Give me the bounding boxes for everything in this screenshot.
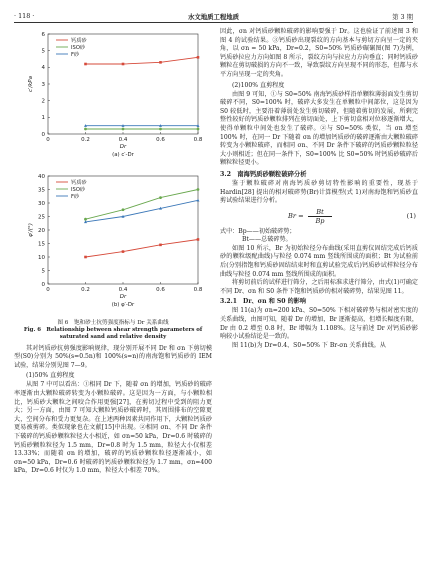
- y-tick-label: 0: [41, 281, 45, 288]
- paragraph: 从图 7 中可以看出：①相同 Dr 下，随着 σn 的增加，钙质砂的破碎率逐渐由大颗粒破碎转变为小颗粒破碎。这是因为一方面，与小颗粒相比，钙质砂大颗粒之间咬合作用更强[27]，在剪切过程中受到的阻力更大；另一方面，由图 7 可知大颗粒钙质砂破碎时，其周围排布的空隙更大，空间分布和受力更复杂。在上述两种因素共同作用下，大颗粒钙质砂更易被剪碎。类似现象也在文献[15]中出现。②相同 σn、不同 Dr 条件下破碎的钙质砂颗粒粒径大小相近，如 σn=50 kPa，Dr=0.6 时破碎的钙质砂颗粒粒径为 1.5 mm，Dr=0.8 时为 1.5 mm，粒径大小仅相差 13.33%；而随着 σn 的增加，破碎的钙质砂颗粒粒径逐渐减小，如 σn=50 kPa，Dr=0.6 时破碎的钙质砂颗粒粒径为 1.7 mm，σn=400 kPa，Dr=0.6 时仅为 1.0 mm，粒径大小相差 70%。: [14, 381, 212, 475]
- y-tick-label: 40: [38, 173, 45, 180]
- y-tick-label: 15: [38, 241, 45, 248]
- panel-caption: (a) c′-Dr: [112, 152, 134, 158]
- y-tick-label: 5: [41, 268, 45, 275]
- x-tick-label: 0.2: [81, 287, 90, 293]
- data-point: [84, 63, 87, 66]
- legend-label: F砂: [71, 51, 80, 58]
- paragraph: 如图 10 所示，Br 为初始粒径分布曲线(采用直剪仪固结完成后钙质砂的颗粒级配曲线)与粒径 0.074 mm 竖线所围成的面积；Bt 为试验前后(分别指饱和钙质砂固结结束时和直剪试验完成后)钙质砂试样粒径分布曲线与粒径 0.074 mm 竖线所围成的面积。: [220, 244, 418, 278]
- y-tick-label: 25: [38, 214, 45, 221]
- paragraph: 图 11(a)为 σn=200 kPa、S0=50% 下相对破碎势与相对密实度的关系曲线，由图可知，随着 Dr 的增加，Br 逐渐提高，但增长幅度有限，Dr 由 0.2 增至 0.8 时，Br 增幅为 1.108%。这与前述 Dr 对钙质砂影响较小试验结论是一致的。: [220, 307, 418, 341]
- data-point: [159, 61, 162, 64]
- equation-number: (1): [406, 211, 416, 220]
- equation-lhs: Br =: [288, 211, 304, 220]
- paragraph: 式中：Bp——初始破碎势；: [220, 227, 296, 235]
- y-tick-label: 6: [41, 31, 45, 38]
- equation-numerator: Bt: [308, 208, 332, 217]
- paragraph: 因此，σn 对钙质砂颗粒破碎的影响要强于 Dr。这也验证了前述图 3 和图 4 的试验结果。③钙质砂出现裂纹的方向基本与剪切方向呈一定的夹角，以 σn = 50 kPa，Dr=0.2，S0=50% 钙质砂碾碾图(图 7)为例，钙质砂拉应力方向如图 8 所示，裂纹方向与拉应力方向垂直；同时钙质砂颗粒在剪切破损的方向不一致，导致裂纹方向呈现不同的形态，但都与水平方向呈现一定的夹角。: [220, 28, 418, 78]
- x-tick-label: 0: [46, 137, 50, 143]
- section-heading: 3.2 南海钙质砂颗粒破碎分析: [220, 170, 307, 178]
- data-point: [159, 128, 162, 131]
- paragraph: 将剪切前后的试样进行筛分，之后用标准求进行筛分，由式(1)可确定不同 Dr、σn 和 S0 条件下饱和钙质砂的相对破碎势，结果见图 11。: [220, 279, 418, 295]
- paragraph: 鉴于颗粒破碎对南海钙质砂剪切特性影响的重要性，现基于 Hardin[28] 提出的相对破碎势(Br)计算模型(式 1)对南海饱和钙质砂直剪试验结果进行分析。: [220, 179, 418, 205]
- equation-denominator: Bp: [315, 216, 325, 225]
- data-point: [122, 250, 125, 253]
- legend-label: ISO砂: [71, 44, 86, 51]
- y-tick-label: 35: [38, 187, 45, 194]
- data-point: [122, 63, 125, 66]
- chart-c-vs-dr: [14, 28, 212, 168]
- page-number: · 118 ·: [14, 12, 35, 20]
- running-header: [14, 10, 413, 23]
- y-axis-label: φ′/(°): [28, 223, 34, 237]
- equation-fraction: [308, 208, 332, 225]
- x-tick-label: 0.6: [156, 137, 165, 143]
- data-point: [197, 238, 200, 241]
- x-tick-label: 0: [46, 287, 50, 293]
- data-point: [197, 188, 200, 191]
- y-tick-label: 1: [41, 115, 45, 122]
- panel-caption: (b) φ′-Dr: [111, 302, 135, 308]
- paragraph: 由图 9 可知，①与 S0=50% 南海钙质砂样沿单颗粒薄弱面发生剪切破碎不同，S0=100% 时，破碎大多发生在单颗粒中间部位，这是因为 S0 较低时，主要沿着薄弱处发生剪切破碎，但随着剪切的发展，所剩完整性较好的钙质砂颗粒排列在剪切面处，上下剪切盒相对位移逐渐增大，使得单颗粒中间处也发生了破碎。②与 S0=50% 类似，当 σn 增至 100% 时，在同一 Dr 下随着 σn 的增加钙质砂的破碎逐渐由大颗粒破碎转变为小颗粒破碎，而相同 σn、不同 Dr 条件下破碎的钙质砂颗粒粒径大小则相近；但在同一条件下，S0=100% 比 S0=50% 时钙质砂破碎后颗粒粒径更小。: [220, 90, 418, 167]
- data-point: [159, 244, 162, 247]
- figure-6: [14, 28, 212, 320]
- subheading: (1)50% 直剪程度: [26, 372, 75, 380]
- x-tick-label: 0.8: [193, 287, 203, 293]
- y-axis-label: c′/kPa: [28, 76, 34, 92]
- y-tick-label: 5: [41, 48, 45, 55]
- data-point: [159, 196, 162, 199]
- data-point: [197, 128, 200, 131]
- figure-caption-cn: 图 6 饱和砂土抗剪强度指标与 Dr 关系曲线: [57, 320, 169, 326]
- x-tick-label: 0.4: [118, 287, 128, 293]
- data-point: [197, 56, 200, 59]
- figure-caption-en: [14, 327, 212, 341]
- y-tick-label: 3: [41, 81, 45, 88]
- paragraph: Bt——总破碎势。: [242, 236, 292, 244]
- x-tick-label: 0.8: [193, 137, 203, 143]
- legend-label: ISO砂: [71, 186, 86, 193]
- paragraph: 图 11(b)为 Dr=0.4、S0=50% 下 Br-σn 关系曲线。从: [232, 341, 386, 349]
- y-tick-label: 4: [41, 65, 45, 72]
- right-column: [220, 28, 418, 350]
- legend-label: F砂: [71, 193, 80, 200]
- x-tick-label: 0.2: [81, 137, 90, 143]
- data-point: [122, 128, 125, 131]
- legend-label: 钙质砂: [71, 37, 87, 44]
- y-tick-label: 0: [41, 131, 45, 138]
- x-tick-label: 0.4: [118, 137, 128, 143]
- subheading: (2)100% 直剪程度: [232, 81, 285, 89]
- y-tick-label: 20: [38, 227, 45, 234]
- x-axis-label: Dr: [119, 294, 127, 300]
- legend-label: 钙质砂: [71, 179, 87, 186]
- y-tick-label: 30: [38, 200, 45, 207]
- paragraph: 其对钙质砂抗剪强度影响规律，现分别开展不同 Dr 和 σn 下剪切模型(S0)分别为 50%(s=0.5n)和 100%(s=n)的南海饱和钙质砂的 IEM 试验，结果分别见图 7—9。: [14, 344, 212, 369]
- figure-caption-en-line1: Fig. 6 Relationship between shear strength parameters of: [23, 327, 203, 333]
- data-point: [84, 256, 87, 259]
- y-tick-label: 2: [41, 98, 45, 105]
- y-tick-label: 10: [38, 254, 45, 261]
- data-point: [84, 218, 87, 221]
- x-axis-label: Dr: [119, 144, 127, 150]
- chart-phi-vs-dr: [14, 170, 212, 318]
- series-line: [86, 240, 199, 258]
- series-line: [86, 57, 199, 64]
- x-tick-label: 0.6: [156, 287, 165, 293]
- figure-caption-en-line2: saturated sand and relative density: [59, 333, 167, 340]
- equation-1: [220, 206, 418, 228]
- left-column: [14, 28, 212, 476]
- data-point: [84, 128, 87, 131]
- journal-title: 水文地质工程地质: [187, 13, 240, 21]
- subheading: 3.2.1 Dr、σn 和 S0 的影响: [220, 298, 306, 306]
- issue-label: 第 3 期: [392, 13, 413, 21]
- data-point: [122, 208, 125, 211]
